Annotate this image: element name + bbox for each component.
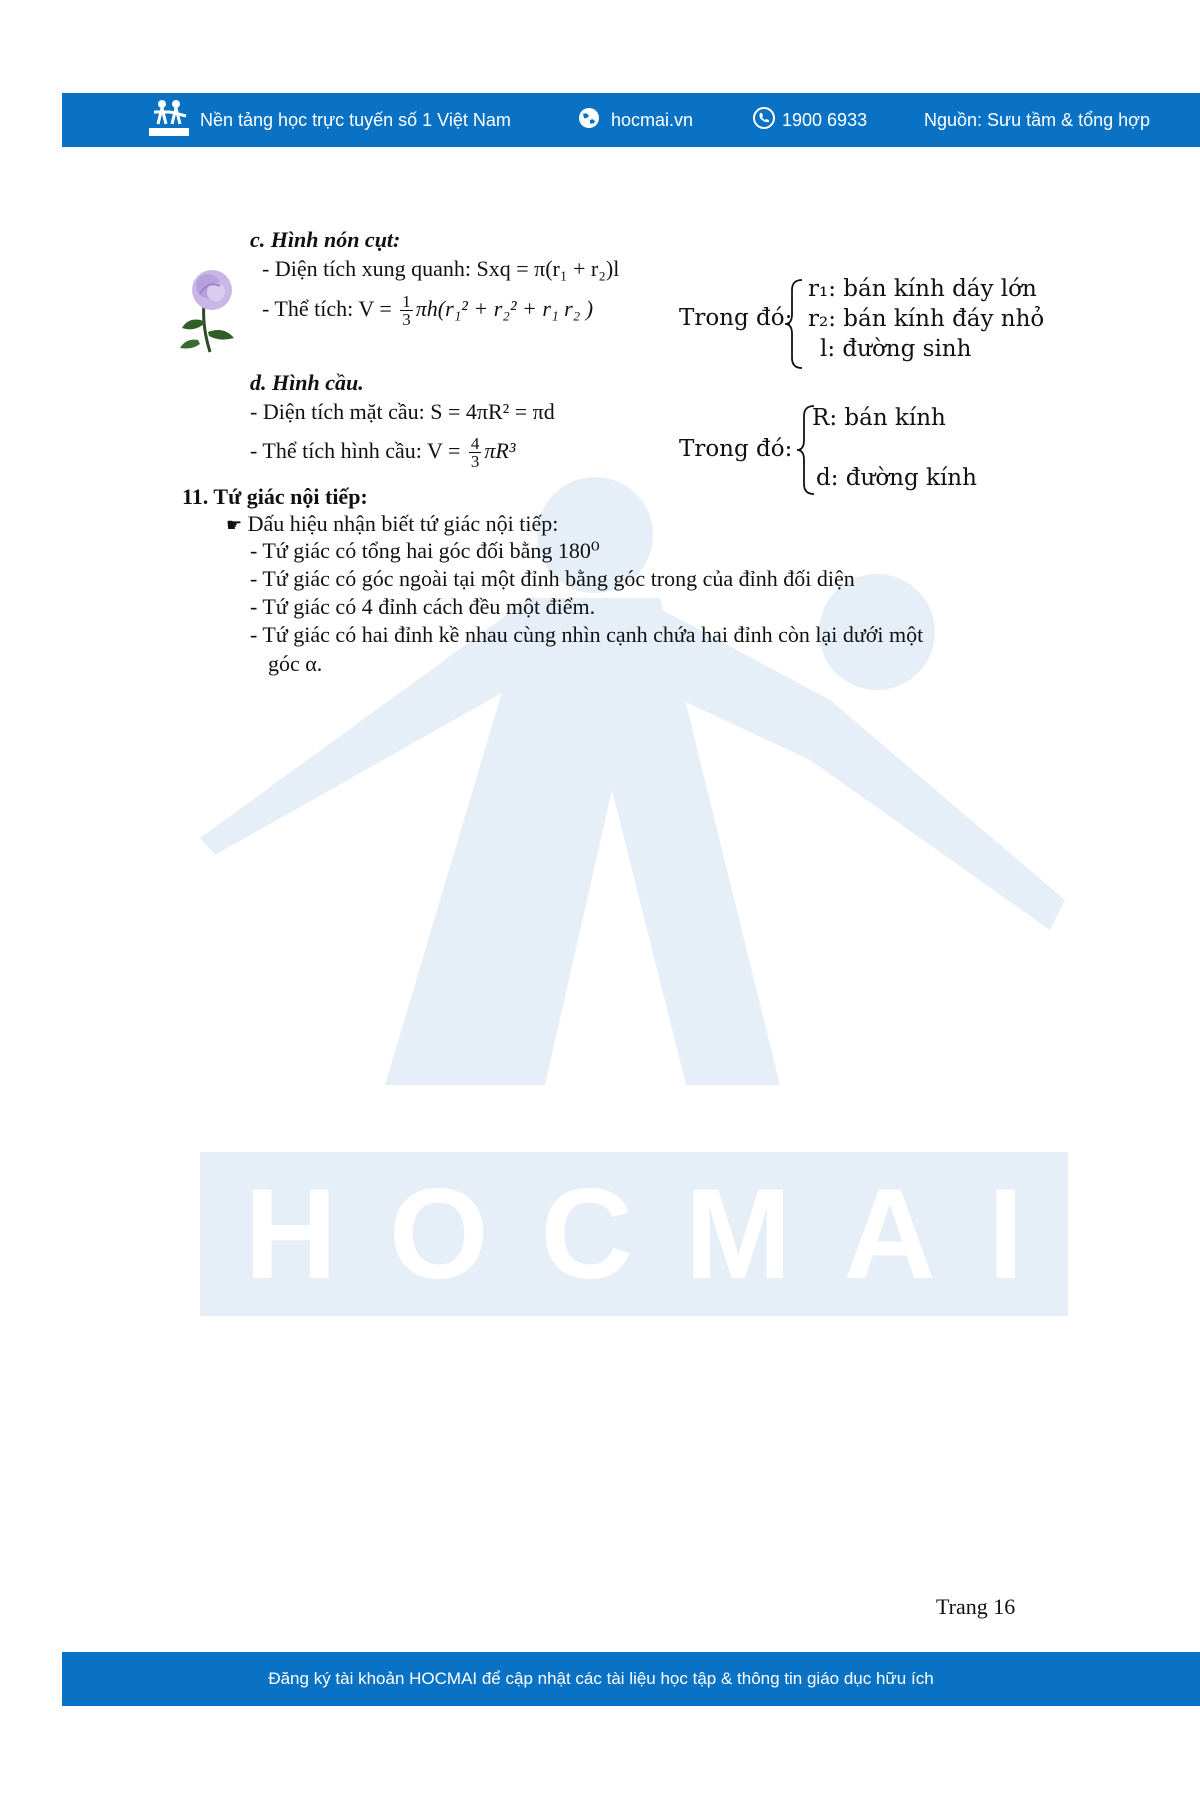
section-11-intro: Dấu hiệu nhận biết tứ giác nội tiếp: (247, 511, 559, 536)
header-source: Nguồn: Sưu tầm & tổng hợp (924, 109, 1150, 130)
def-d: d: đường kính (816, 465, 977, 491)
frac-denominator: 3 (402, 310, 411, 330)
section-d-heading: d. Hình cầu. (250, 370, 364, 395)
left-brace-icon (784, 278, 806, 370)
volume-expression: πh(r₁² + r₂² + r₁ r₂ ) (415, 296, 594, 321)
sphere-volume-expression: πR³ (484, 438, 516, 463)
def-r2: r₂: bán kính đáy nhỏ (808, 306, 1045, 332)
lateral-area-formula: - Diện tích xung quanh: Sxq = π(r₁ + r₂)l (262, 256, 620, 281)
criterion-4-continuation: góc α. (268, 651, 323, 676)
frac-denominator: 3 (470, 452, 480, 472)
criterion-1: - Tứ giác có tổng hai góc đối bằng 180⁰ (250, 538, 600, 563)
def-l: l: đường sinh (820, 336, 972, 362)
sphere-volume-formula (250, 426, 515, 476)
def-R: R: bán kính (812, 405, 946, 431)
section-11-intro-row (226, 511, 558, 539)
sphere-surface-formula: - Diện tích mặt cầu: S = 4πR² = πd (250, 399, 555, 424)
section-d-where-label: Trong đó: (679, 436, 793, 462)
rose-icon (174, 266, 244, 356)
fraction-one-third (400, 293, 413, 328)
watermark-word: HOCMAI (200, 1152, 1068, 1316)
frac-numerator: 1 (402, 292, 411, 312)
page-number: Trang 16 (936, 1594, 1016, 1619)
fraction-four-thirds (469, 435, 482, 470)
header-tagline: Nền tảng học trực tuyến số 1 Việt Nam (200, 109, 511, 130)
frac-numerator: 4 (470, 434, 480, 454)
volume-prefix: - Thể tích: V = (262, 296, 398, 321)
def-r1: r₁: bán kính dáy lớn (808, 276, 1037, 302)
section-11-heading: 11. Tứ giác nội tiếp: (182, 484, 368, 509)
frustum-volume-formula (262, 284, 593, 334)
criterion-4: - Tứ giác có hai đỉnh kề nhau cùng nhìn cạnh chứa hai đỉnh còn lại dưới một (250, 622, 924, 647)
criterion-2: - Tứ giác có góc ngoài tại một đỉnh bằng góc trong của đỉnh đối diện (250, 566, 855, 591)
rose-decoration (174, 266, 244, 362)
sphere-volume-prefix: - Thể tích hình cầu: V = (250, 438, 466, 463)
footer-note[interactable]: Đăng ký tài khoản HOCMAI để cập nhật các tài liệu học tập & thông tin giáo dục hữu ích (268, 1669, 934, 1688)
footer-bar (62, 1652, 1200, 1706)
section-c-heading: c. Hình nón cụt: (250, 227, 401, 252)
header-website: hocmai.vn (611, 109, 694, 130)
pointing-hand-icon: ☛ (226, 515, 243, 536)
header-phone: 1900 6933 (782, 109, 868, 130)
criterion-3: - Tứ giác có 4 đỉnh cách đều một điểm. (250, 594, 596, 619)
section-c-where-label: Trong đó: (679, 305, 793, 331)
